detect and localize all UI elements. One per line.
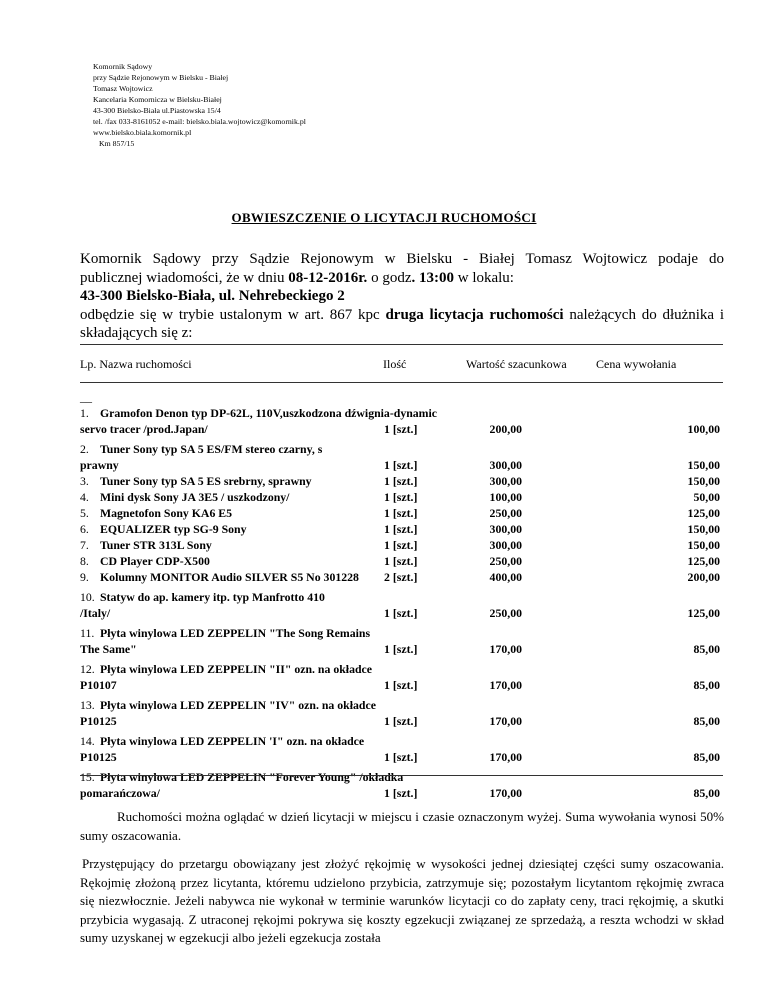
item-name: 11. Płyta winylowa LED ZEPPELIN "The Song Remains	[80, 626, 371, 640]
table-row	[80, 625, 720, 641]
item-name-continuation: /Italy/	[80, 606, 111, 620]
item-name: 12. Płyta winylowa LED ZEPPELIN "II" ozn. na okładce	[80, 662, 373, 676]
item-price: 125,00	[687, 554, 720, 568]
item-value: 170,00	[489, 642, 522, 656]
intro-line-5: składających się z:	[80, 325, 193, 342]
item-value: 300,00	[489, 522, 522, 536]
auction-type: druga licytacja ruchomości	[385, 306, 564, 323]
items-table	[80, 405, 720, 801]
item-name: 3. Tuner Sony typ SA 5 ES srebrny, sprawny	[80, 474, 312, 488]
auction-date: 08-12-2016r.	[288, 269, 368, 286]
item-number: 5.	[80, 506, 89, 520]
item-quantity: 1 [szt.]	[384, 490, 418, 504]
table-row	[80, 537, 720, 553]
header-line: Kancelaria Komornicza w Bielsku-Białej	[93, 95, 222, 104]
item-name-continuation: servo tracer /prod.Japan/	[80, 422, 208, 436]
item-value: 300,00	[489, 458, 522, 472]
table-row	[80, 521, 720, 537]
item-number: 11.	[80, 626, 95, 640]
table-dash: __	[80, 390, 92, 404]
item-price: 125,00	[687, 606, 720, 620]
item-quantity: 1 [szt.]	[384, 678, 418, 692]
item-name: 15. Płyta winylowa LED ZEPPELIN "Forever Young" /okładka	[80, 770, 404, 784]
item-number: 10.	[80, 590, 95, 604]
deposit-paragraph: Przystępujący do przetargu obowiązany jest złożyć rękojmię w wysokości jednej dziesiątej części sumy oszacowania. Rękojmię złożoną przez licytanta, któremu udzielono przybicia, zatrzymuje się; pozostałym licytantom rękojmię zwraca się niezwłocznie. Jeżeli nabywca nie wykonał w terminie warunków licytacji co do zapłaty ceny, traci rękojmię, a skutki przybicia wygasają. Z utraconej rękojmi pokrywa się koszty egzekucji związanej ze sprzedażą, a reszta wchodzi w skład sumy uzyskanej w egzekucji albo jeżeli egzekucja została	[80, 856, 724, 945]
item-name: 9. Kolumny MONITOR Audio SILVER S5 No 301228	[80, 570, 359, 584]
item-name: 1. Gramofon Denon typ DP-62L, 110V,uszkodzona dźwignia-dynamic	[80, 406, 438, 420]
table-row	[80, 697, 720, 713]
column-estimated-value: Wartość szacunkowa	[466, 357, 567, 371]
table-row-continuation	[80, 457, 720, 473]
table-row	[80, 441, 720, 457]
header-line: tel. /fax 033-8161052 e-mail: bielsko.biala.wojtowicz@komornik.pl	[93, 117, 306, 126]
item-quantity: 2 [szt.]	[384, 570, 418, 584]
item-number: 2.	[80, 442, 89, 456]
item-number: 7.	[80, 538, 89, 552]
item-price: 85,00	[693, 642, 720, 656]
item-price: 85,00	[693, 750, 720, 764]
item-value: 250,00	[489, 506, 522, 520]
item-value: 170,00	[489, 714, 522, 728]
item-quantity: 1 [szt.]	[384, 506, 418, 520]
item-number: 13.	[80, 698, 95, 712]
item-value: 300,00	[489, 538, 522, 552]
item-name-continuation: prawny	[80, 458, 119, 472]
auction-address: 43-300 Bielsko-Biała, ul. Nehrebeckiego 2	[80, 288, 345, 305]
table-row	[80, 589, 720, 605]
item-name: 14. Płyta winylowa LED ZEPPELIN 'I" ozn. na okładce	[80, 734, 365, 748]
header-line: Komornik Sądowy	[93, 62, 153, 71]
item-value: 300,00	[489, 474, 522, 488]
item-name: 8. CD Player CDP-X500	[80, 554, 210, 568]
table-row-continuation	[80, 605, 720, 621]
item-quantity: 1 [szt.]	[384, 422, 418, 436]
item-quantity: 1 [szt.]	[384, 606, 418, 620]
item-quantity: 1 [szt.]	[384, 554, 418, 568]
viewing-paragraph: Ruchomości można oglądać w dzień licytacji w miejscu i czasie oznaczonym wyżej. Suma wywołania wynosi 50% sumy oszacowania.	[80, 809, 724, 843]
item-number: 3.	[80, 474, 89, 488]
intro-line-4: odbędzie się w trybie ustalonym w art. 867 kpc druga licytacja ruchomości należących do dłużnika i	[80, 306, 725, 323]
auction-time: 13:00	[418, 269, 454, 286]
item-number: 15.	[80, 770, 95, 784]
case-number: Km 857/15	[99, 139, 135, 148]
table-row	[80, 489, 720, 505]
item-price: 200,00	[687, 570, 720, 584]
sender-header	[93, 61, 306, 149]
table-row	[80, 553, 720, 569]
table-row	[80, 405, 720, 421]
item-number: 4.	[80, 490, 89, 504]
item-quantity: 1 [szt.]	[384, 538, 418, 552]
table-row	[80, 733, 720, 749]
item-name-continuation: P10107	[80, 678, 117, 692]
table-row-continuation	[80, 641, 720, 657]
item-value: 170,00	[489, 750, 522, 764]
item-number: 9.	[80, 570, 89, 584]
header-line: Tomasz Wojtowicz	[93, 84, 153, 93]
item-price: 150,00	[687, 522, 720, 536]
item-name: 4. Mini dysk Sony JA 3E5 / uszkodzony/	[80, 490, 290, 504]
item-price: 50,00	[693, 490, 720, 504]
item-quantity: 1 [szt.]	[384, 714, 418, 728]
item-name: 7. Tuner STR 313L Sony	[80, 538, 212, 552]
column-quantity: Ilość	[383, 357, 407, 371]
item-quantity: 1 [szt.]	[384, 786, 418, 800]
item-name-continuation: pomarańczowa/	[80, 786, 160, 800]
table-row-continuation	[80, 677, 720, 693]
item-value: 250,00	[489, 606, 522, 620]
item-number: 8.	[80, 554, 89, 568]
table-row-continuation	[80, 421, 720, 437]
header-line: www.bielsko.biala.komornik.pl	[93, 128, 192, 137]
table-bottom-rule	[80, 775, 723, 776]
item-quantity: 1 [szt.]	[384, 522, 418, 536]
item-price: 85,00	[693, 714, 720, 728]
item-price: 150,00	[687, 474, 720, 488]
item-value: 170,00	[489, 678, 522, 692]
table-row	[80, 769, 720, 785]
item-quantity: 1 [szt.]	[384, 458, 418, 472]
item-value: 250,00	[489, 554, 522, 568]
item-value: 200,00	[489, 422, 522, 436]
table-row-continuation	[80, 713, 720, 729]
item-price: 100,00	[687, 422, 720, 436]
intro-text	[80, 250, 724, 343]
header-line: 43-300 Bielsko-Biała ul.Piastowska 15/4	[93, 106, 221, 115]
item-number: 6.	[80, 522, 89, 536]
item-value: 170,00	[489, 786, 522, 800]
item-price: 150,00	[687, 458, 720, 472]
table-top-rule	[80, 344, 723, 345]
item-quantity: 1 [szt.]	[384, 474, 418, 488]
table-row	[80, 569, 720, 585]
column-lp-name: Lp. Nazwa ruchomości	[80, 357, 192, 371]
item-number: 14.	[80, 734, 95, 748]
item-name: 2. Tuner Sony typ SA 5 ES/FM stereo czarny, s	[80, 442, 323, 456]
header-line: przy Sądzie Rejonowym w Bielsku - Białej	[93, 73, 229, 82]
table-row-continuation	[80, 749, 720, 765]
item-name: 10. Statyw do ap. kamery itp. typ Manfrotto 410	[80, 590, 325, 604]
item-price: 125,00	[687, 506, 720, 520]
item-name: 5. Magnetofon Sony KA6 E5	[80, 506, 233, 520]
item-name: 6. EQUALIZER typ SG-9 Sony	[80, 522, 247, 536]
item-price: 150,00	[687, 538, 720, 552]
item-name-continuation: P10125	[80, 750, 117, 764]
table-row	[80, 505, 720, 521]
item-quantity: 1 [szt.]	[384, 642, 418, 656]
intro-line-1: Komornik Sądowy przy Sądzie Rejonowym w Bielsku - Białej Tomasz Wojtowicz podaje do	[80, 251, 724, 267]
item-quantity: 1 [szt.]	[384, 750, 418, 764]
item-value: 100,00	[489, 490, 522, 504]
item-value: 400,00	[489, 570, 522, 584]
intro-line-2: publicznej wiadomości, że w dniu 08-12-2016r. o godz. 13:00 w lokalu:	[80, 269, 514, 286]
table-row-continuation	[80, 785, 720, 801]
item-name: 13. Płyta winylowa LED ZEPPELIN "IV" ozn. na okładce	[80, 698, 376, 712]
item-name-continuation: P10125	[80, 714, 117, 728]
item-number: 1.	[80, 406, 89, 420]
item-price: 85,00	[693, 786, 720, 800]
document-title: OBWIESZCZENIE O LICYTACJI RUCHOMOŚCI	[231, 210, 537, 225]
table-row	[80, 661, 720, 677]
table-row	[80, 473, 720, 489]
item-number: 12.	[80, 662, 95, 676]
column-starting-price: Cena wywołania	[596, 357, 677, 371]
item-price: 85,00	[693, 678, 720, 692]
item-name-continuation: The Same"	[80, 642, 137, 656]
table-header-rule	[80, 382, 723, 383]
